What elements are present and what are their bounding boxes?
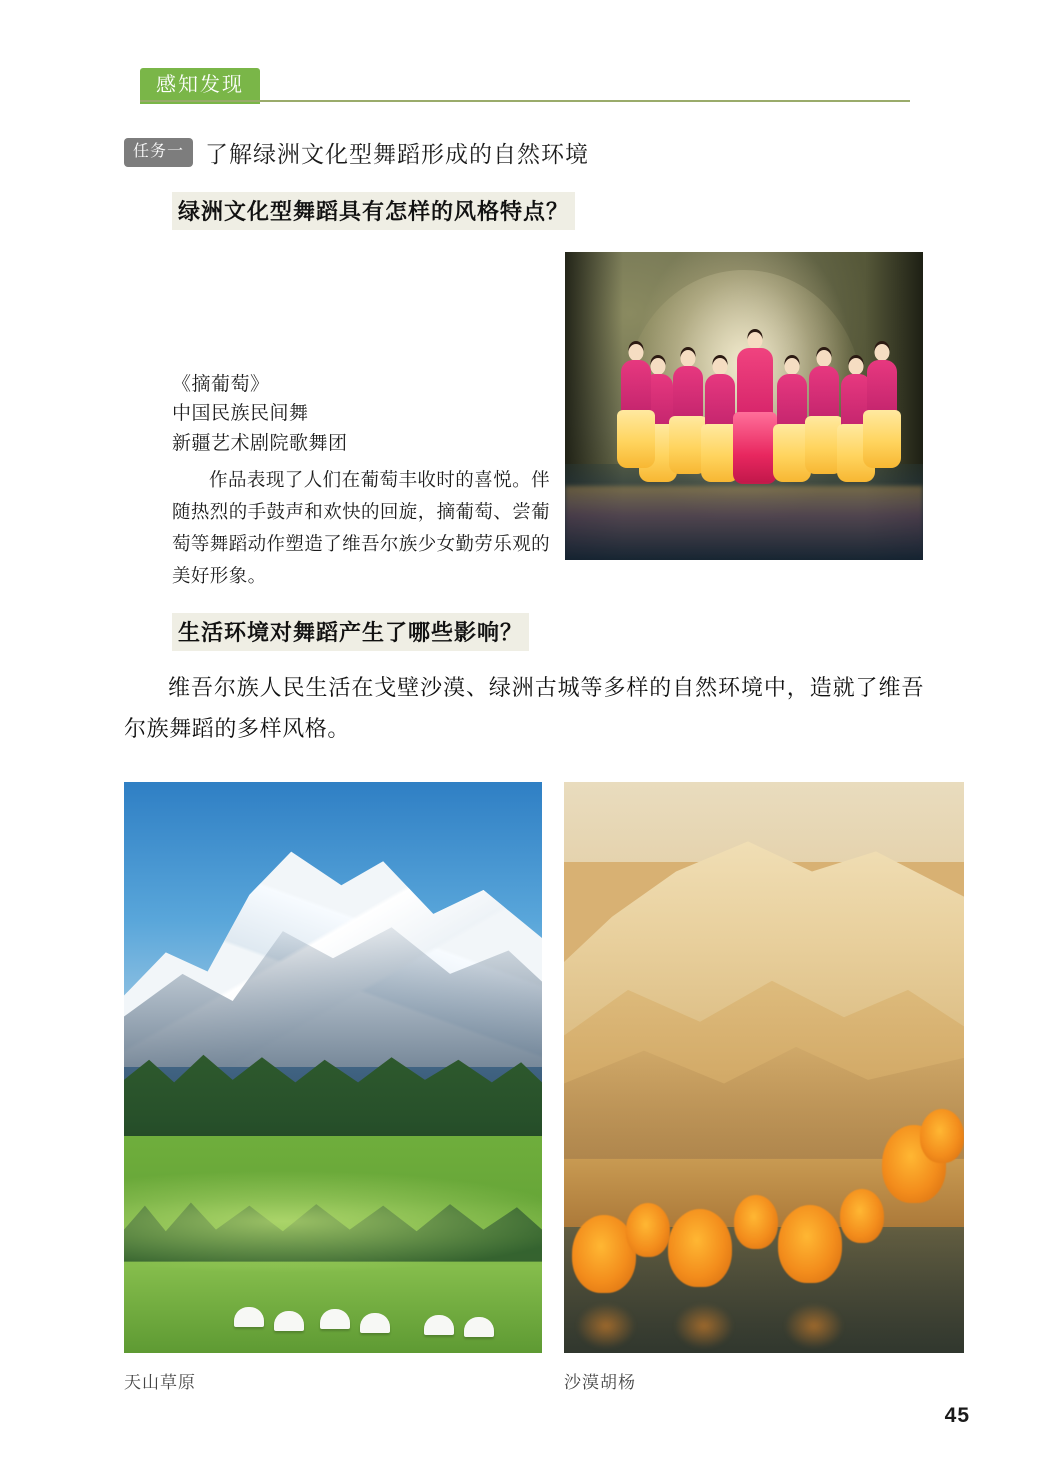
work-description: 作品表现了人们在葡萄丰收时的喜悦。伴随热烈的手鼓声和欢快的回旋，摘葡萄、尝葡萄等舞蹈动作塑造了维吾尔族少女勤劳乐观的美好形象。 <box>172 471 551 587</box>
tree-reflection <box>576 1303 636 1349</box>
poplar-tree <box>668 1209 732 1287</box>
page-number: 45 <box>944 1404 970 1427</box>
work-troupe: 新疆艺术剧院歌舞团 <box>172 432 348 454</box>
tree-reflection <box>784 1303 844 1349</box>
dancer-figure <box>777 370 807 482</box>
question-environment-influence: 生活环境对舞蹈产生了哪些影响？ <box>172 613 529 651</box>
question-style-features: 绿洲文化型舞蹈具有怎样的风格特点？ <box>172 192 575 230</box>
task-badge: 任务一 <box>124 138 193 166</box>
poplar-tree <box>920 1109 964 1163</box>
desert-photo-caption: 沙漠胡杨 <box>564 1373 636 1392</box>
task-heading <box>124 136 589 169</box>
yurt-shape <box>320 1309 350 1329</box>
dancer-figure <box>809 362 839 474</box>
work-title: 《摘葡萄》 <box>172 374 270 395</box>
dancer-figure <box>867 356 897 468</box>
dancer-figure <box>621 356 651 468</box>
work-genre: 中国民族民间舞 <box>172 403 309 425</box>
yurt-shape <box>274 1311 304 1331</box>
poplar-tree <box>734 1195 778 1249</box>
grassland-photo <box>124 782 542 1353</box>
lead-dancer-figure <box>737 344 773 484</box>
poplar-tree <box>840 1189 884 1243</box>
dancer-figure <box>673 362 703 474</box>
dancer-figure <box>705 370 735 482</box>
grassland-photo-caption: 天山草原 <box>124 1373 196 1392</box>
work-caption-block <box>172 370 550 594</box>
section-divider <box>140 100 910 102</box>
section-tab-label: 感知发现 <box>140 68 260 104</box>
stage-performance-photo <box>565 252 923 560</box>
meadow-highlight <box>124 1170 542 1273</box>
desert-poplar-photo <box>564 782 964 1353</box>
yurt-shape <box>464 1317 494 1337</box>
task-title: 了解绿洲文化型舞蹈形成的自然环境 <box>205 141 590 167</box>
poplar-tree <box>778 1205 842 1283</box>
tree-reflection <box>674 1303 734 1349</box>
poplar-tree <box>626 1203 670 1257</box>
yurt-shape <box>234 1307 264 1327</box>
body-paragraph: 维吾尔族人民生活在戈壁沙漠、绿洲古城等多样的自然环境中，造就了维吾尔族舞蹈的多样风格。 <box>124 675 924 741</box>
section-header <box>140 68 910 102</box>
yurt-shape <box>360 1313 390 1333</box>
yurt-shape <box>424 1315 454 1335</box>
stage-floor-reflection <box>565 486 923 560</box>
